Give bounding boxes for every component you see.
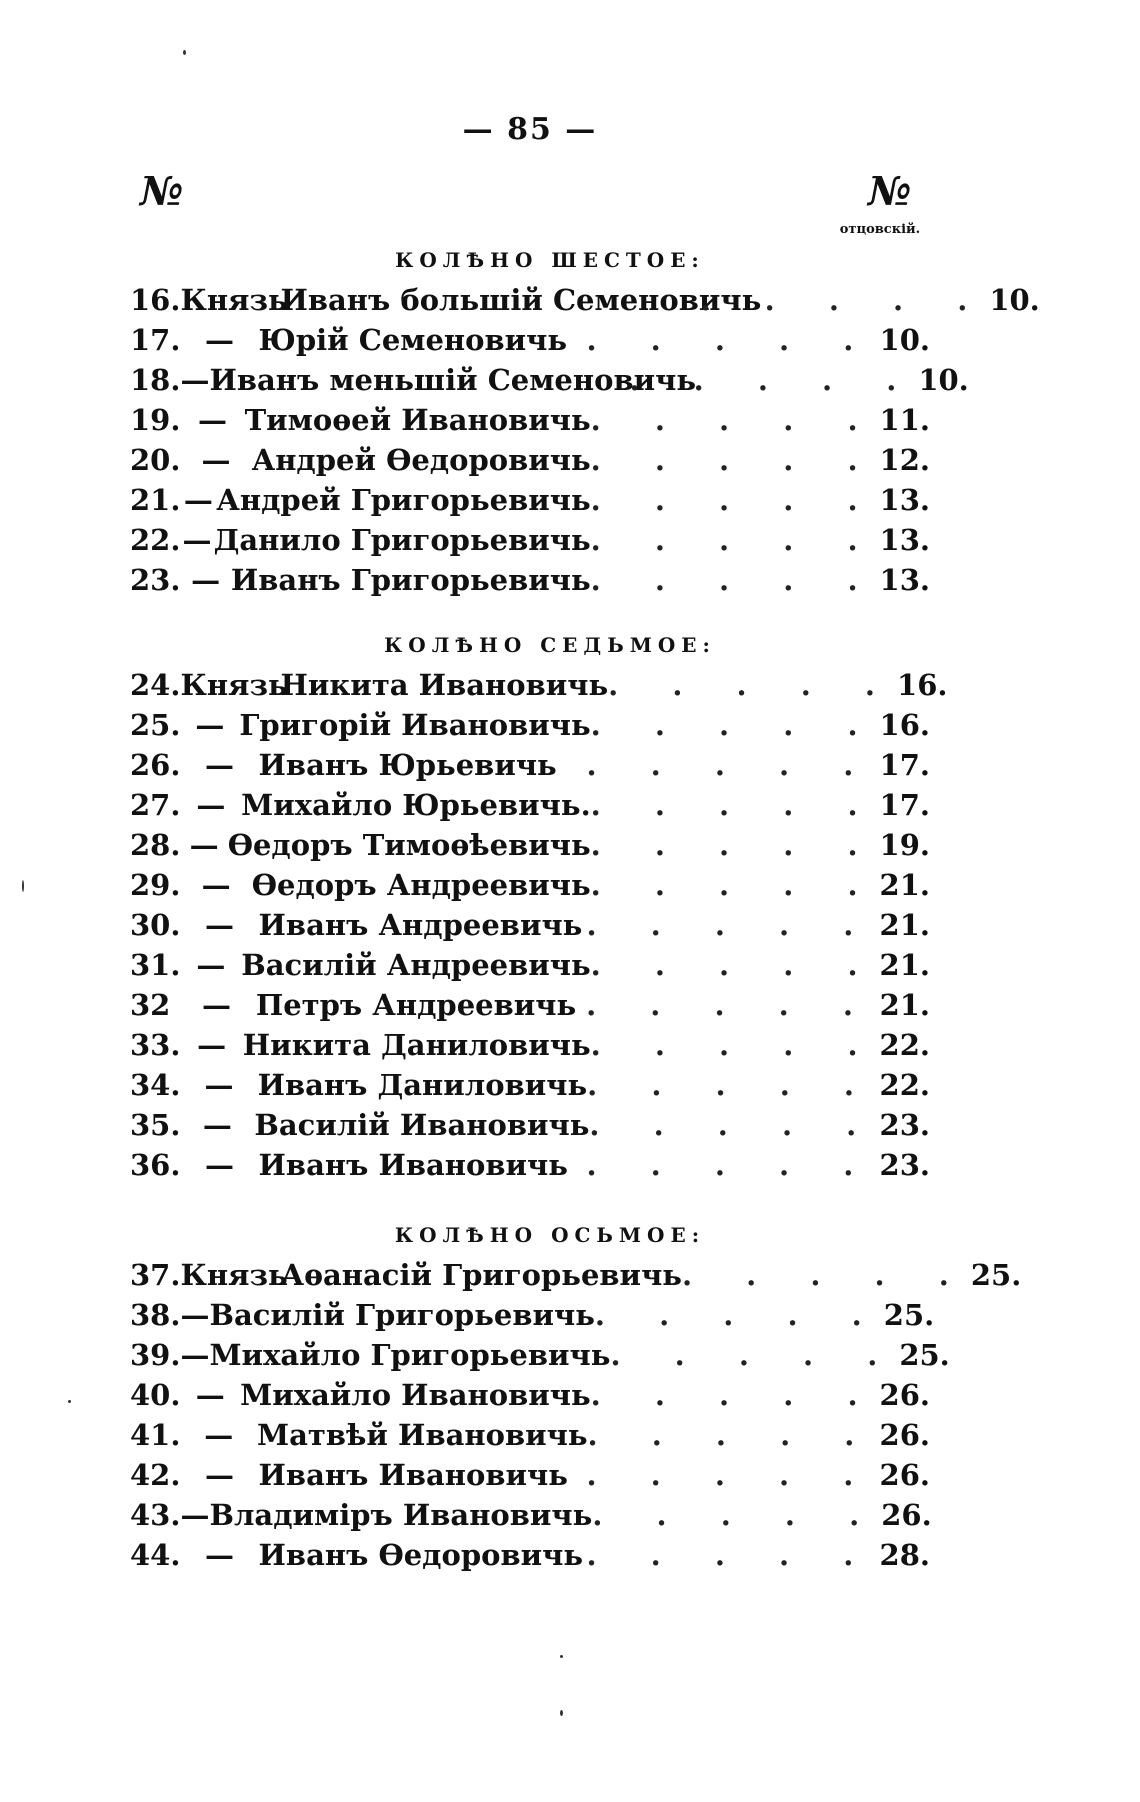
leader-dots: . . . . .: [610, 1338, 900, 1372]
entry-paternal-ref: 10.: [879, 323, 930, 357]
entry-row: [130, 480, 930, 520]
entry-name: Иванъ Ивановичь: [258, 1458, 568, 1492]
entry-name: Михайло Юрьевичь.: [241, 788, 591, 822]
entry-paternal-ref: 25.: [899, 1338, 950, 1372]
page-number: — 85 —: [462, 112, 598, 147]
entry-paternal-ref: 21.: [879, 908, 930, 942]
entry-number: 27.: [130, 788, 181, 822]
leader-dots: . . . . .: [586, 1538, 876, 1572]
entry-paternal-ref: 21.: [879, 948, 930, 982]
scan-speck: [68, 1400, 71, 1403]
entry-title: —: [180, 1298, 210, 1332]
entry-paternal-ref: 16.: [897, 668, 948, 702]
entry-row: [130, 1065, 930, 1105]
leader-dots: . . . . .: [590, 403, 880, 437]
entry-number: 36.: [130, 1148, 181, 1182]
entry-name: Иванъ Ивановичь: [258, 1148, 568, 1182]
entry-row: [130, 785, 930, 825]
entry-title: Князь: [180, 283, 288, 317]
entry-title: —: [202, 1108, 232, 1142]
entry-name: Ѳедоръ Андреевичь: [251, 868, 591, 902]
leader-dots: . . . . .: [587, 1068, 877, 1102]
leader-dots: . . . . .: [700, 283, 990, 317]
entry-number: 37.: [130, 1258, 181, 1292]
leader-dots: . . . . .: [590, 443, 880, 477]
entry-number: 34.: [130, 1068, 181, 1102]
entry-paternal-ref: 25.: [970, 1258, 1022, 1292]
entry-title: —: [204, 323, 234, 357]
entry-name: Никита Даниловичь: [242, 1028, 591, 1062]
entry-row: [130, 560, 930, 600]
entry-title: —: [180, 1338, 210, 1372]
entry-number: 21.: [130, 483, 181, 517]
entry-paternal-ref: 21.: [879, 988, 931, 1022]
entry-title: —: [198, 403, 228, 437]
entry-row: [130, 945, 930, 985]
entry-paternal-ref: 22.: [879, 1068, 930, 1102]
entry-title: —: [182, 523, 212, 557]
entry-row: [130, 1105, 930, 1145]
entry-number: 44.: [130, 1538, 181, 1572]
entry-row: [130, 905, 930, 945]
entry-row: [130, 745, 930, 785]
leader-dots: . . . . .: [589, 1108, 879, 1142]
entry-paternal-ref: 10.: [989, 283, 1040, 317]
leader-dots: . . . . .: [608, 668, 898, 702]
entry-paternal-ref: 13.: [879, 563, 930, 597]
entry-row: [130, 1535, 930, 1575]
entry-row: [130, 1455, 930, 1495]
entry-title: —: [183, 483, 213, 517]
entry-row: [130, 1415, 930, 1455]
entry-number: 42.: [130, 1458, 181, 1492]
entry-row: [130, 1025, 930, 1065]
entry-number: 39.: [130, 1338, 181, 1372]
entry-paternal-ref: 26.: [879, 1418, 930, 1452]
leader-dots: . . . . .: [594, 1298, 884, 1332]
entry-row: [130, 985, 930, 1025]
leader-dots: . . . . .: [586, 748, 876, 782]
entry-list: [130, 280, 1040, 600]
entry-title: —: [201, 443, 231, 477]
entry-number: 20.: [130, 443, 181, 477]
entry-title: —: [180, 363, 210, 397]
leader-dots: . . . . .: [592, 1498, 882, 1532]
entry-number: 28.: [130, 828, 181, 862]
column-caption-paternal: отцовскій.: [839, 222, 921, 237]
entry-name: Василій Ивановичь: [254, 1108, 590, 1142]
entry-name: Петръ Андреевичь: [255, 988, 577, 1022]
entry-row: [130, 280, 1040, 320]
leader-dots: . . . . .: [586, 988, 875, 1022]
entry-row: [130, 440, 930, 480]
entry-number: 22.: [130, 523, 181, 557]
entry-number: 16.: [130, 283, 181, 317]
scan-speck: [560, 1655, 563, 1658]
entry-number: 19.: [130, 403, 181, 437]
entry-row: [130, 1495, 930, 1535]
section-heading: КОЛѢНО ШЕСТОЕ:: [395, 248, 705, 272]
leader-dots: . . . . .: [587, 1418, 877, 1452]
entry-title: —: [204, 1538, 234, 1572]
entry-paternal-ref: 23.: [879, 1148, 930, 1182]
leader-dots: . . . . .: [590, 1378, 880, 1412]
entry-name: Иванъ Юрьевичь: [258, 748, 557, 782]
entry-paternal-ref: 13.: [879, 483, 930, 517]
leader-dots: . . . . .: [586, 1458, 876, 1492]
entry-name: Ѳедоръ Тимоѳѣевичь: [227, 828, 591, 862]
entry-number: 29.: [130, 868, 181, 902]
entry-row: [130, 1335, 950, 1375]
entry-row: [130, 1295, 935, 1335]
entry-number: 17.: [130, 323, 181, 357]
entry-title: —: [180, 1498, 210, 1532]
entry-name: Иванъ Ѳедоровичь: [258, 1538, 584, 1572]
entry-paternal-ref: 23.: [879, 1108, 930, 1142]
entry-number: 18.: [130, 363, 181, 397]
entry-title: —: [204, 1068, 234, 1102]
entry-name: Владиміръ Ивановичь: [209, 1498, 593, 1532]
leader-dots: . . . . .: [586, 323, 876, 357]
leader-dots: . . . . .: [586, 1148, 876, 1182]
leader-dots: . . . . .: [590, 483, 880, 517]
entry-number: 32: [130, 988, 171, 1022]
entry-paternal-ref: 21.: [879, 868, 930, 902]
entry-name: Григорій Ивановичь: [239, 708, 591, 742]
scan-speck: [22, 880, 24, 892]
entry-number: 23.: [130, 563, 181, 597]
entry-number: 38.: [130, 1298, 181, 1332]
entry-name: Василій Андреевичь: [241, 948, 591, 982]
entry-paternal-ref: 17.: [879, 748, 930, 782]
entry-name: Иванъ Григорьевичь: [230, 563, 591, 597]
entry-paternal-ref: 16.: [879, 708, 930, 742]
entry-number: 35.: [130, 1108, 181, 1142]
entry-row: [130, 705, 930, 745]
entry-title: —: [201, 868, 231, 902]
entry-row: [130, 1375, 930, 1415]
entry-title: —: [197, 1028, 227, 1062]
section-heading: КОЛѢНО СЕДЬМОЕ:: [384, 633, 716, 657]
entry-title: —: [189, 828, 219, 862]
entry-paternal-ref: 19.: [879, 828, 930, 862]
entry-paternal-ref: 13.: [879, 523, 930, 557]
entry-title: —: [204, 1148, 234, 1182]
entry-name: Данило Григорьевичь: [213, 523, 591, 557]
entry-row: [130, 520, 930, 560]
entry-title: Князь: [180, 668, 288, 702]
leader-dots: . . . . .: [590, 1028, 880, 1062]
entry-paternal-ref: 26.: [879, 1458, 930, 1492]
entry-name: Тимоѳей Ивановичь: [244, 403, 591, 437]
entry-paternal-ref: 26.: [879, 1378, 930, 1412]
entry-name: Михайло Григорьевичь: [209, 1338, 611, 1372]
entry-list: [130, 1255, 1022, 1575]
leader-dots: . . . . .: [590, 828, 880, 862]
entry-title: —: [195, 1378, 225, 1412]
leader-dots: . . . . .: [590, 708, 880, 742]
entry-name: Иванъ Андреевичь: [258, 908, 583, 942]
entry-row: [130, 865, 930, 905]
entry-title: —: [204, 1458, 234, 1492]
leader-dots: . . . . .: [590, 868, 880, 902]
entry-title: —: [204, 908, 234, 942]
section-generation-7: [130, 625, 948, 1185]
entry-title: —: [204, 748, 234, 782]
entry-number: 24.: [130, 668, 181, 702]
entry-title: —: [202, 988, 231, 1022]
entry-title: —: [191, 563, 221, 597]
entry-row: [130, 665, 948, 705]
entry-name: Никита Ивановичь: [280, 668, 609, 702]
entry-title: —: [196, 948, 226, 982]
entry-name: Иванъ меньшій Семеновичь: [209, 363, 697, 397]
entry-number: 31.: [130, 948, 181, 982]
entry-number: 43.: [130, 1498, 181, 1532]
entry-row: [130, 1145, 930, 1185]
leader-dots: . . . . .: [586, 908, 876, 942]
section-heading: КОЛѢНО ОСЬМОЕ:: [394, 1223, 706, 1247]
column-label-paternal-number: №: [868, 168, 912, 215]
leader-dots: . . . . .: [590, 788, 880, 822]
leader-dots: . . . . .: [590, 563, 880, 597]
section-generation-6: [130, 240, 1040, 600]
entry-paternal-ref: 28.: [879, 1538, 930, 1572]
entry-paternal-ref: 17.: [879, 788, 930, 822]
entry-title: Князь: [180, 1258, 288, 1292]
scan-speck: [560, 1710, 563, 1716]
entry-name: Иванъ большій Семеновичь: [280, 283, 762, 317]
entry-title: —: [204, 1418, 234, 1452]
entry-number: 40.: [130, 1378, 181, 1412]
scan-speck: [183, 50, 186, 55]
leader-dots: . . . . .: [590, 523, 880, 557]
entry-number: 25.: [130, 708, 181, 742]
entry-paternal-ref: 22.: [879, 1028, 930, 1062]
entry-paternal-ref: 12.: [879, 443, 930, 477]
entry-paternal-ref: 10.: [918, 363, 969, 397]
entry-name: Юрій Семеновичь: [258, 323, 568, 357]
leader-dots: . . . . .: [681, 1258, 971, 1292]
entry-number: 30.: [130, 908, 181, 942]
entry-number: 26.: [130, 748, 181, 782]
entry-title: —: [196, 788, 226, 822]
entry-paternal-ref: 11.: [879, 403, 930, 437]
entry-name: Иванъ Даниловичь: [257, 1068, 588, 1102]
entry-row: [130, 360, 969, 400]
entry-name: Михайло Ивановичь: [240, 1378, 591, 1412]
entry-paternal-ref: 26.: [881, 1498, 932, 1532]
leader-dots: . . . . .: [590, 948, 880, 982]
entry-row: [130, 400, 930, 440]
entry-row: [130, 825, 930, 865]
entry-number: 33.: [130, 1028, 181, 1062]
section-generation-8: [130, 1215, 1022, 1575]
leader-dots: . . . . .: [629, 363, 919, 397]
entry-name: Василій Григорьевичь: [209, 1298, 595, 1332]
entry-name: Андрей Ѳедоровичь: [251, 443, 591, 477]
entry-name: Аѳанасій Григорьевичь: [280, 1258, 682, 1292]
entry-paternal-ref: 25.: [883, 1298, 935, 1332]
entry-number: 41.: [130, 1418, 181, 1452]
entry-row: [130, 320, 930, 360]
entry-name: Матвѣй Ивановичь: [257, 1418, 588, 1452]
entry-title: —: [195, 708, 225, 742]
entry-name: Андрей Григорьевичь: [216, 483, 591, 517]
entry-row: [130, 1255, 1022, 1295]
entry-list: [130, 665, 948, 1185]
column-label-number: №: [140, 168, 184, 215]
